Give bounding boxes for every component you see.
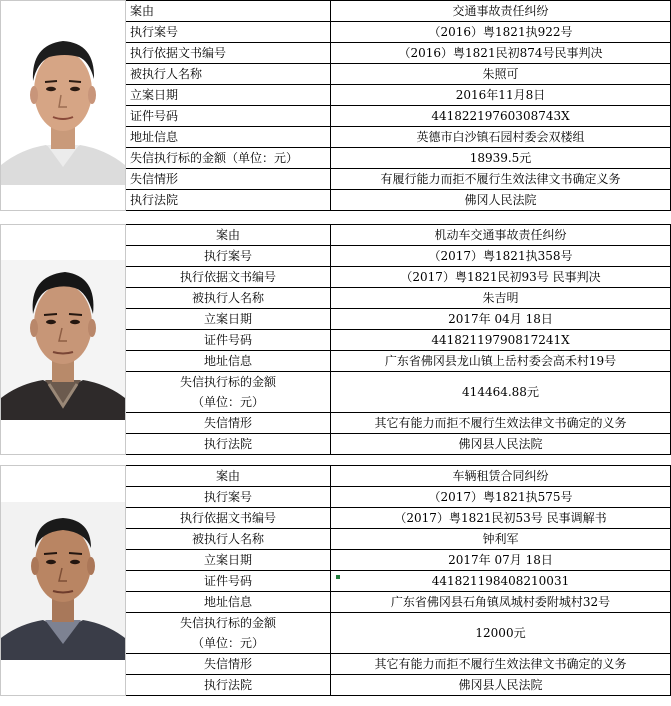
row-label[interactable]: 被执行人名称 <box>126 64 331 85</box>
row-value[interactable]: 2017年 07月 18日 <box>331 550 671 571</box>
row-label[interactable]: 执行法院 <box>126 434 331 455</box>
row-value[interactable]: （2017）粤1821执575号 <box>331 487 671 508</box>
row-value[interactable]: 广东省佛冈县龙山镇上岳村委会高禾村19号 <box>331 351 671 372</box>
portrait-photo <box>1 260 125 420</box>
row-label[interactable]: 地址信息 <box>126 127 331 148</box>
row-value[interactable]: 其它有能力而拒不履行生效法律文书确定的义务 <box>331 413 671 434</box>
row-label[interactable]: 执行案号 <box>126 487 331 508</box>
row-label[interactable]: 执行案号 <box>126 22 331 43</box>
row-value[interactable]: 414464.88元 <box>331 372 671 413</box>
row-label[interactable]: 失信情形 <box>126 169 331 190</box>
row-value[interactable]: 44182219760308743X <box>331 106 671 127</box>
row-label[interactable]: 证件号码 <box>126 330 331 351</box>
row-value[interactable]: （2016）粤1821执922号 <box>331 22 671 43</box>
row-value[interactable]: 广东省佛冈县石角镇凤城村委附城村32号 <box>331 592 671 613</box>
row-label-unit[interactable]: （单位：元） <box>126 633 331 654</box>
row-value[interactable]: 有履行能力而拒不履行生效法律文书确定义务 <box>331 169 671 190</box>
row-label[interactable]: 执行案号 <box>126 246 331 267</box>
row-value[interactable]: （2017）粤1821民初93号 民事判决 <box>331 267 671 288</box>
row-value[interactable]: 英德市白沙镇石园村委会双楼组 <box>331 127 671 148</box>
row-label[interactable]: 执行依据文书编号 <box>126 43 331 64</box>
record-table-3 <box>0 465 671 696</box>
row-value[interactable]: 其它有能力而拒不履行生效法律文书确定的义务 <box>331 654 671 675</box>
row-value[interactable]: 钟利军 <box>331 529 671 550</box>
portrait-photo <box>1 27 125 185</box>
row-label[interactable]: 立案日期 <box>126 309 331 330</box>
row-value[interactable]: 交通事故责任纠纷 <box>331 1 671 22</box>
photo-cell[interactable] <box>1 466 126 696</box>
row-value[interactable]: 佛冈人民法院 <box>331 190 671 211</box>
row-value[interactable]: 2017年 04月 18日 <box>331 309 671 330</box>
row-value[interactable]: （2017）粤1821民初53号 民事调解书 <box>331 508 671 529</box>
row-label[interactable]: 地址信息 <box>126 592 331 613</box>
row-label[interactable]: 失信执行标的金额（单位：元） <box>126 148 331 169</box>
row-value[interactable]: 朱吉明 <box>331 288 671 309</box>
row-label[interactable]: 被执行人名称 <box>126 288 331 309</box>
row-label[interactable]: 证件号码 <box>126 571 331 592</box>
row-value[interactable]: 朱照可 <box>331 64 671 85</box>
record-table-1 <box>0 0 671 211</box>
portrait-photo <box>1 502 125 660</box>
row-label[interactable]: 执行法院 <box>126 190 331 211</box>
row-value[interactable]: 12000元 <box>331 613 671 654</box>
row-label[interactable]: 失信情形 <box>126 413 331 434</box>
row-value[interactable]: 机动车交通事故责任纠纷 <box>331 225 671 246</box>
row-label[interactable]: 失信执行标的金额 <box>126 613 331 634</box>
cell-selection-handle[interactable] <box>336 575 340 579</box>
row-label[interactable]: 地址信息 <box>126 351 331 372</box>
row-value[interactable]: （2016）粤1821民初874号民事判决 <box>331 43 671 64</box>
row-label[interactable]: 执行依据文书编号 <box>126 267 331 288</box>
row-label[interactable]: 执行法院 <box>126 675 331 696</box>
row-label[interactable]: 失信情形 <box>126 654 331 675</box>
row-label[interactable]: 失信执行标的金额 <box>126 372 331 393</box>
row-value[interactable]: 18939.5元 <box>331 148 671 169</box>
row-value[interactable]: 佛冈县人民法院 <box>331 675 671 696</box>
row-value[interactable]: 44182119790817241X <box>331 330 671 351</box>
row-value[interactable]: 2016年11月8日 <box>331 85 671 106</box>
row-label[interactable]: 被执行人名称 <box>126 529 331 550</box>
row-label[interactable]: 立案日期 <box>126 85 331 106</box>
row-label[interactable]: 案由 <box>126 1 331 22</box>
photo-cell[interactable] <box>1 1 126 211</box>
row-label-unit[interactable]: （单位：元） <box>126 392 331 413</box>
photo-cell[interactable] <box>1 225 126 455</box>
row-label[interactable]: 立案日期 <box>126 550 331 571</box>
row-value[interactable]: 车辆租赁合同纠纷 <box>331 466 671 487</box>
row-label[interactable]: 案由 <box>126 225 331 246</box>
row-label[interactable]: 执行依据文书编号 <box>126 508 331 529</box>
row-value[interactable]: （2017）粤1821执358号 <box>331 246 671 267</box>
record-table-2 <box>0 224 671 455</box>
row-label[interactable]: 证件号码 <box>126 106 331 127</box>
row-value[interactable]: 佛冈县人民法院 <box>331 434 671 455</box>
row-label[interactable]: 案由 <box>126 466 331 487</box>
row-value[interactable]: 441821198408210031 <box>331 571 671 592</box>
